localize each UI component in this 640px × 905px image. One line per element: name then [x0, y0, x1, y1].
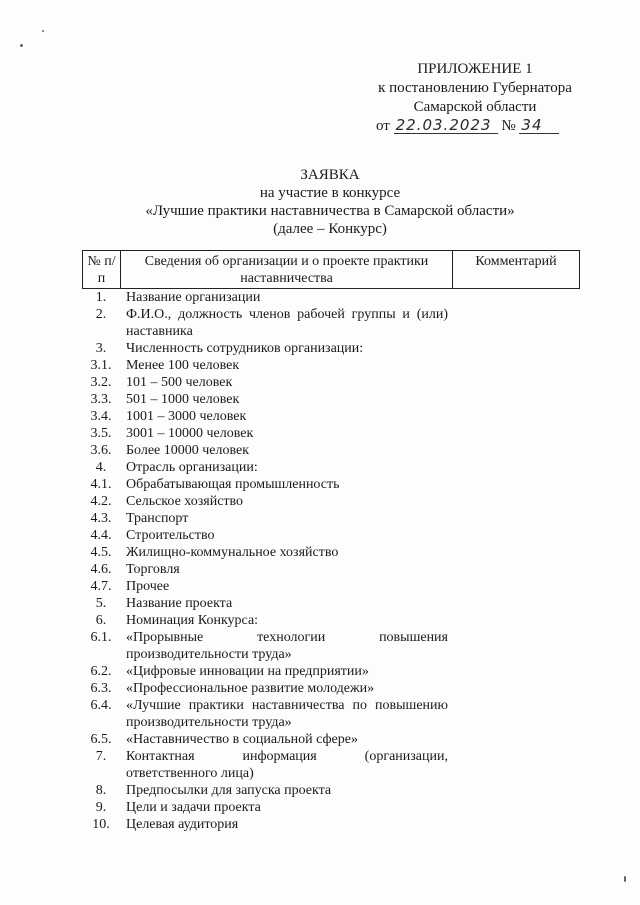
row-text: Менее 100 человек	[126, 358, 240, 373]
row-number: 4.7.	[90, 579, 112, 594]
row-number: 6.3.	[90, 681, 112, 696]
table-row	[82, 816, 580, 833]
header-comment: Комментарий	[475, 254, 557, 269]
row-text: Цели и задачи проекта	[126, 800, 261, 815]
table-row	[82, 561, 580, 578]
table-row	[82, 731, 580, 748]
row-number: 3.5.	[90, 426, 112, 441]
row-comment	[452, 493, 580, 510]
row-number: 4.4.	[90, 528, 112, 543]
table-row	[82, 782, 580, 799]
row-comment	[452, 544, 580, 561]
row-comment	[452, 340, 580, 357]
row-number: 6.2.	[90, 664, 112, 679]
date-prefix: от	[376, 118, 390, 134]
row-number: 3.	[95, 341, 107, 356]
row-comment	[452, 357, 580, 374]
row-number: 4.	[95, 460, 107, 475]
row-number: 6.1.	[90, 630, 112, 645]
table-row	[82, 425, 580, 442]
row-text: Жилищно-коммунальное хозяйство	[126, 545, 339, 560]
row-number: 3.3.	[90, 392, 112, 407]
table-row	[82, 663, 580, 680]
row-comment	[452, 561, 580, 578]
table-row	[82, 697, 580, 731]
table-row	[82, 680, 580, 697]
row-comment	[452, 748, 580, 782]
row-number: 4.3.	[90, 511, 112, 526]
appendix-date-line	[360, 117, 590, 136]
row-comment	[452, 442, 580, 459]
table-row	[82, 476, 580, 493]
row-number: 3.2.	[90, 375, 112, 390]
row-text: Транспорт	[126, 511, 189, 526]
row-number: 5.	[95, 596, 107, 611]
row-text: 1001 – 3000 человек	[126, 409, 247, 424]
row-comment	[452, 391, 580, 408]
appendix-decree: к постановлению Губернатора	[378, 80, 572, 96]
title-line-1: на участие в конкурсе	[259, 185, 401, 201]
row-text: Название проекта	[126, 596, 233, 611]
row-comment	[452, 408, 580, 425]
table-row	[82, 595, 580, 612]
row-comment	[452, 816, 580, 833]
title-block	[100, 166, 560, 238]
row-text: Ф.И.О., должность членов рабочей группы и (или) наставника	[126, 307, 448, 339]
row-comment	[452, 289, 580, 306]
table-row	[82, 340, 580, 357]
row-text: «Лучшие практики наставничества по повышению производительности труда»	[126, 698, 448, 730]
scan-speck	[20, 44, 23, 47]
row-comment	[452, 578, 580, 595]
row-text: «Прорывные технологии повышения производительности труда»	[126, 630, 448, 662]
table-row	[82, 544, 580, 561]
table-row	[82, 493, 580, 510]
row-number: 9.	[95, 800, 107, 815]
row-comment	[452, 799, 580, 816]
scan-speck	[42, 30, 44, 32]
row-comment	[452, 731, 580, 748]
appendix-block	[360, 60, 590, 136]
row-text: Отрасль организации:	[126, 460, 258, 475]
row-text: Название организации	[126, 290, 261, 305]
table-row	[82, 306, 580, 340]
row-comment	[452, 306, 580, 340]
row-comment	[452, 782, 580, 799]
row-comment	[452, 476, 580, 493]
row-number: 4.1.	[90, 477, 112, 492]
scan-speck	[624, 876, 626, 882]
row-text: «Наставничество в социальной сфере»	[126, 732, 358, 747]
row-number: 6.4.	[90, 698, 112, 713]
appendix-region: Самарской области	[413, 99, 537, 115]
row-number: 1.	[95, 290, 107, 305]
row-comment	[452, 374, 580, 391]
table-row	[82, 578, 580, 595]
row-comment	[452, 527, 580, 544]
row-number: 10.	[92, 817, 110, 832]
row-text: Контактная информация (организации, ответственного лица)	[126, 749, 448, 781]
table-row	[82, 374, 580, 391]
row-number: 4.2.	[90, 494, 112, 509]
handwritten-number: 34	[519, 117, 559, 134]
table-row	[82, 459, 580, 476]
row-number: 6.	[95, 613, 107, 628]
handwritten-date: 22.03.2023	[394, 117, 498, 134]
document-heading: ЗАЯВКА	[300, 167, 360, 183]
table-row	[82, 612, 580, 629]
row-number: 4.5.	[90, 545, 112, 560]
row-text: Более 10000 человек	[126, 443, 250, 458]
table-row	[82, 799, 580, 816]
row-number: 8.	[95, 783, 107, 798]
application-table	[82, 250, 580, 833]
table-row	[82, 442, 580, 459]
title-line-3: (далее – Конкурс)	[273, 221, 387, 237]
row-comment	[452, 697, 580, 731]
row-text: 101 – 500 человек	[126, 375, 233, 390]
row-comment	[452, 595, 580, 612]
row-text: Торговля	[126, 562, 180, 577]
row-text: 501 – 1000 человек	[126, 392, 240, 407]
table-row	[82, 289, 580, 306]
table-row	[82, 510, 580, 527]
row-text: Строительство	[126, 528, 215, 543]
appendix-title: ПРИЛОЖЕНИЕ 1	[417, 61, 533, 77]
row-comment	[452, 629, 580, 663]
row-comment	[452, 612, 580, 629]
row-text: Сельское хозяйство	[126, 494, 244, 509]
row-number: 3.1.	[90, 358, 112, 373]
row-text: «Цифровые инновации на предприятии»	[126, 664, 369, 679]
row-number: 2.	[95, 307, 107, 322]
row-text: Предпосылки для запуска проекта	[126, 783, 332, 798]
row-number: 7.	[95, 749, 107, 764]
row-comment	[452, 425, 580, 442]
row-text: Прочее	[126, 579, 170, 594]
table-row	[82, 629, 580, 663]
row-comment	[452, 680, 580, 697]
table-row	[82, 408, 580, 425]
row-text: Обрабатывающая промышленность	[126, 477, 340, 492]
table-body	[82, 289, 580, 833]
header-number: № п/п	[83, 251, 121, 288]
row-comment	[452, 459, 580, 476]
row-number: 4.6.	[90, 562, 112, 577]
row-number: 3.4.	[90, 409, 112, 424]
row-comment	[452, 510, 580, 527]
row-comment	[452, 663, 580, 680]
header-info: Сведения об организации и о проекте практики наставничества	[121, 251, 453, 288]
number-prefix: №	[501, 118, 516, 134]
row-number: 6.5.	[90, 732, 112, 747]
row-text: «Профессиональное развитие молодежи»	[126, 681, 375, 696]
row-text: Целевая аудитория	[126, 817, 239, 832]
row-text: Численность сотрудников организации:	[126, 341, 364, 356]
table-row	[82, 391, 580, 408]
table-row	[82, 748, 580, 782]
table-row	[82, 357, 580, 374]
row-number: 3.6.	[90, 443, 112, 458]
title-line-2: «Лучшие практики наставничества в Самарской области»	[145, 203, 515, 219]
row-text: 3001 – 10000 человек	[126, 426, 254, 441]
row-text: Номинация Конкурса:	[126, 613, 259, 628]
table-header	[82, 250, 580, 289]
table-row	[82, 527, 580, 544]
